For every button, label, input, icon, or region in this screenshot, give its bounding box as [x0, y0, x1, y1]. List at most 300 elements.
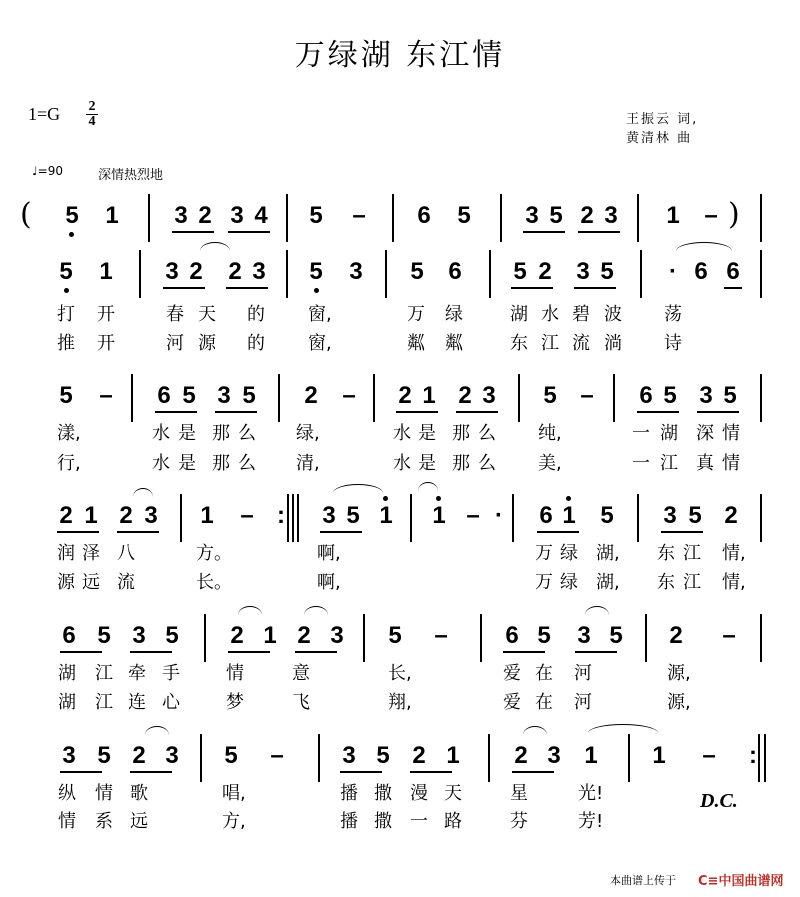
lyric: 江	[95, 663, 113, 684]
note: ·	[669, 258, 677, 285]
paren-close: )	[728, 197, 740, 232]
lyric: 开	[97, 304, 115, 325]
note: 3	[174, 202, 188, 229]
note: 5	[513, 258, 527, 285]
lyric: 是	[418, 423, 436, 444]
barline	[637, 494, 639, 542]
note: –	[722, 622, 736, 649]
lyric: 清,	[296, 453, 320, 474]
barline	[500, 194, 502, 242]
note: 5	[97, 622, 111, 649]
lyric: 爱	[503, 663, 521, 684]
repeat-dots: :	[277, 502, 285, 529]
note: 5	[224, 742, 238, 769]
lyric: 水	[152, 423, 170, 444]
lyric: 么	[238, 423, 256, 444]
barline	[287, 494, 289, 542]
slur	[418, 482, 438, 491]
note: 2	[304, 382, 318, 409]
note: –	[99, 382, 113, 409]
lyric: 源	[198, 333, 216, 354]
lyricist-credit: 王振云 词,	[626, 112, 699, 127]
note: 3	[165, 258, 179, 285]
lyric: 连	[128, 692, 146, 713]
note: 1	[446, 742, 460, 769]
lyric: 万	[535, 572, 553, 593]
underline	[340, 771, 382, 773]
underline	[228, 231, 270, 233]
underline	[697, 411, 739, 413]
underline	[523, 231, 565, 233]
underline	[724, 287, 742, 289]
lyric: 源,	[667, 692, 691, 713]
lyric: 情	[722, 453, 740, 474]
lyric: 唱,	[222, 783, 246, 804]
lyric: 江	[683, 543, 701, 564]
slur	[200, 242, 230, 251]
note: 1	[105, 202, 119, 229]
lyric: 撒	[374, 783, 392, 804]
note: 3	[525, 202, 539, 229]
lyric: 东	[657, 572, 675, 593]
lyric: 飞	[292, 692, 310, 713]
lyric: 天	[444, 783, 462, 804]
barline	[613, 374, 615, 422]
composer-credit: 黄清林 曲	[626, 131, 693, 146]
barline	[512, 494, 514, 542]
lyric: 情	[226, 663, 244, 684]
note: 5	[59, 382, 73, 409]
lyric: 一	[632, 453, 650, 474]
lyric: 行,	[57, 453, 81, 474]
note: 6	[157, 382, 171, 409]
note: 3	[322, 502, 336, 529]
lyric: 啊,	[317, 572, 341, 593]
lyric: 么	[478, 423, 496, 444]
dc-marking: D.C.	[700, 790, 738, 812]
note: 3	[62, 742, 76, 769]
underline	[117, 531, 159, 533]
underline	[574, 287, 616, 289]
note: 2	[59, 502, 73, 529]
lyric: 是	[418, 453, 436, 474]
barline	[131, 374, 133, 422]
lyric: 绿,	[296, 423, 320, 444]
note: 5	[97, 742, 111, 769]
slur	[333, 484, 383, 493]
note: 5	[182, 382, 196, 409]
lyric: 河	[574, 663, 592, 684]
barline	[410, 494, 412, 542]
note: 3	[132, 622, 146, 649]
lyric: 推	[57, 333, 75, 354]
lyric: 远	[130, 811, 148, 832]
note: –	[342, 382, 356, 409]
note: 5	[723, 382, 737, 409]
lyric: 波	[604, 304, 622, 325]
lyric: 诗	[664, 333, 682, 354]
lyric: 方,	[222, 811, 246, 832]
barline	[480, 614, 482, 662]
barline	[297, 494, 299, 542]
barline	[637, 194, 639, 242]
slur	[523, 726, 547, 735]
slur	[585, 606, 609, 615]
octave-dot	[566, 496, 571, 501]
note: 1	[666, 202, 680, 229]
underline	[155, 411, 197, 413]
underline	[575, 651, 617, 653]
lyric: 一	[632, 423, 650, 444]
note: 5	[165, 622, 179, 649]
note: 5	[309, 202, 323, 229]
note: 3	[230, 202, 244, 229]
note: 1	[379, 502, 393, 529]
lyric: 江	[683, 572, 701, 593]
lyric: 播	[340, 811, 358, 832]
time-bottom: 4	[88, 114, 96, 129]
repeat-dots: :	[749, 742, 757, 769]
octave-dot	[64, 288, 69, 293]
note: –	[352, 202, 366, 229]
lyric: 湖	[58, 692, 76, 713]
lyric: 路	[444, 811, 462, 832]
lyric: 一	[410, 811, 428, 832]
lyric: 天	[198, 304, 216, 325]
lyric: 情	[722, 423, 740, 444]
site-name: 中国曲谱网	[718, 874, 784, 889]
note: 5	[65, 202, 79, 229]
slur	[588, 724, 658, 733]
note: 5	[388, 622, 402, 649]
lyric: 是	[178, 423, 196, 444]
note: –	[270, 742, 284, 769]
lyric: 系	[95, 811, 113, 832]
barline	[392, 194, 394, 242]
underline	[456, 411, 498, 413]
lyric: 的	[247, 333, 265, 354]
note: 5	[609, 622, 623, 649]
lyric: 水	[393, 423, 411, 444]
note: 5	[688, 502, 702, 529]
lyric: 那	[212, 453, 230, 474]
note: 3	[482, 382, 496, 409]
barline	[640, 250, 642, 298]
lyric: 打	[57, 304, 75, 325]
note: 2	[297, 622, 311, 649]
note: 2	[189, 258, 203, 285]
underline	[228, 651, 270, 653]
lyric: 东	[510, 333, 528, 354]
note: 5	[549, 202, 563, 229]
key-signature: 1=G	[28, 104, 61, 124]
barline	[363, 614, 365, 662]
lyric: 心	[162, 692, 180, 713]
note: –	[580, 382, 594, 409]
slur	[676, 242, 732, 251]
lyric: 湖	[58, 663, 76, 684]
lyric: 八	[117, 543, 135, 564]
note: 3	[547, 742, 561, 769]
lyric: 万	[535, 543, 553, 564]
note: 6	[726, 258, 740, 285]
lyric: 春	[166, 304, 184, 325]
note: 3	[252, 258, 266, 285]
underline	[410, 771, 452, 773]
barline	[764, 734, 766, 782]
upload-text: 本曲谱上传于	[610, 874, 676, 887]
note: 5	[346, 502, 360, 529]
lyric: 淌	[604, 333, 622, 354]
lyric: 情,	[722, 572, 746, 593]
barline	[628, 734, 630, 782]
note: 3	[342, 742, 356, 769]
note: 2	[538, 258, 552, 285]
slur	[133, 488, 153, 497]
underline	[512, 771, 554, 773]
lyric: 湖,	[596, 543, 620, 564]
lyric: 水	[393, 453, 411, 474]
note: 3	[604, 202, 618, 229]
time-top: 2	[88, 99, 96, 114]
slur	[238, 606, 262, 615]
lyric: 在	[535, 692, 553, 713]
note: –	[434, 622, 448, 649]
underline	[163, 287, 205, 289]
note: –	[702, 742, 716, 769]
lyric: 河	[574, 692, 592, 713]
lyric: 梦	[226, 692, 244, 713]
barline	[760, 374, 762, 422]
note: –	[704, 202, 718, 229]
lyric: 纯,	[538, 423, 562, 444]
note: 1	[99, 258, 113, 285]
note: 5	[543, 382, 557, 409]
underline	[537, 531, 579, 533]
lyric: 湖	[660, 423, 678, 444]
note: 6	[448, 258, 462, 285]
note: 6	[417, 202, 431, 229]
barline	[139, 250, 141, 298]
note: ·	[495, 502, 503, 529]
note: 5	[537, 622, 551, 649]
note: 2	[514, 742, 528, 769]
lyric: 万	[407, 304, 425, 325]
lyric: 光!	[578, 783, 604, 804]
note: 3	[576, 258, 590, 285]
lyric: 撒	[374, 811, 392, 832]
barline	[760, 614, 762, 662]
underline	[172, 231, 214, 233]
paren-open: (	[20, 197, 32, 232]
barline	[292, 494, 294, 542]
slur	[304, 606, 328, 615]
lyric: 绿	[445, 304, 463, 325]
note: 5	[376, 742, 390, 769]
lyric: 流	[117, 572, 135, 593]
lyric: 播	[340, 783, 358, 804]
logo-icon: C≡	[698, 874, 719, 889]
lyric: 翔,	[388, 692, 412, 713]
barline	[286, 194, 288, 242]
song-title: 万绿湖 东江情	[294, 38, 506, 73]
tempo-marking: ♩=90	[32, 164, 63, 178]
note: 2	[228, 258, 242, 285]
note: 5	[242, 382, 256, 409]
note: –	[466, 502, 480, 529]
lyric: 在	[535, 663, 553, 684]
lyric: 湖	[510, 304, 528, 325]
octave-dot	[436, 496, 441, 501]
lyric: 情,	[722, 543, 746, 564]
time-signature	[86, 100, 98, 129]
underline	[226, 287, 268, 289]
lyric: 河	[166, 333, 184, 354]
note: 2	[132, 742, 146, 769]
underline	[503, 651, 545, 653]
lyric: 漾,	[57, 423, 81, 444]
note: 5	[663, 382, 677, 409]
underline	[57, 531, 99, 533]
underline	[511, 287, 553, 289]
barline	[373, 374, 375, 422]
note: 2	[119, 502, 133, 529]
lyric: 手	[162, 663, 180, 684]
barline	[760, 250, 762, 298]
lyric: 江	[95, 692, 113, 713]
underline	[637, 411, 679, 413]
lyric: 长,	[388, 663, 412, 684]
lyric: 粼	[407, 333, 425, 354]
note: 5	[600, 502, 614, 529]
lyric: 歌	[130, 783, 148, 804]
note: 2	[458, 382, 472, 409]
lyric: 纵	[58, 783, 76, 804]
note: 1	[584, 742, 598, 769]
note: 3	[577, 622, 591, 649]
site-logo[interactable]	[698, 870, 783, 889]
lyric: 么	[478, 453, 496, 474]
note: 1	[432, 502, 446, 529]
note: 1	[84, 502, 98, 529]
lyric: 星	[510, 783, 528, 804]
octave-dot	[314, 288, 319, 293]
note: 1	[652, 742, 666, 769]
note: 3	[144, 502, 158, 529]
barline	[204, 614, 206, 662]
lyric: 源,	[667, 663, 691, 684]
octave-dot	[69, 232, 74, 237]
note: 3	[663, 502, 677, 529]
lyric: 美,	[538, 453, 562, 474]
note: 6	[62, 622, 76, 649]
underline	[295, 651, 337, 653]
note: 5	[457, 202, 471, 229]
lyric: 情	[95, 783, 113, 804]
note: 4	[254, 202, 268, 229]
lyric: 水	[541, 304, 559, 325]
note: 5	[59, 258, 73, 285]
note: 3	[165, 742, 179, 769]
underline	[320, 531, 362, 533]
underline	[215, 411, 257, 413]
barline	[278, 374, 280, 422]
lyric: 远	[82, 572, 100, 593]
lyric: 泽	[82, 543, 100, 564]
lyric: 那	[452, 453, 470, 474]
lyric: 么	[238, 453, 256, 474]
lyric: 粼	[445, 333, 463, 354]
underline	[130, 771, 172, 773]
note: 1	[422, 382, 436, 409]
note: 6	[505, 622, 519, 649]
note: 3	[330, 622, 344, 649]
lyric: 那	[212, 423, 230, 444]
note: 1	[562, 502, 576, 529]
note: 3	[699, 382, 713, 409]
lyric: 深	[696, 423, 714, 444]
lyric: 长。	[196, 572, 232, 593]
note: 3	[349, 258, 363, 285]
lyric: 东	[657, 543, 675, 564]
lyric: 真	[696, 453, 714, 474]
underline	[661, 531, 703, 533]
note: 2	[398, 382, 412, 409]
lyric: 芬	[510, 811, 528, 832]
lyric: 荡	[664, 304, 682, 325]
lyric: 绿	[560, 572, 578, 593]
lyric: 是	[178, 453, 196, 474]
barline	[758, 734, 760, 782]
underline	[60, 651, 102, 653]
barline	[760, 194, 762, 242]
barline	[200, 734, 202, 782]
barline	[318, 734, 320, 782]
lyric: 碧	[572, 304, 590, 325]
lyric: 江	[660, 453, 678, 474]
slur	[145, 726, 169, 735]
barline	[645, 614, 647, 662]
note: 2	[230, 622, 244, 649]
octave-dot	[383, 496, 388, 501]
note: 6	[694, 258, 708, 285]
note: 2	[669, 622, 683, 649]
barline	[148, 194, 150, 242]
lyric: 情	[58, 811, 76, 832]
lyric: 方。	[196, 543, 232, 564]
underline	[60, 771, 102, 773]
lyric: 绿	[560, 543, 578, 564]
lyric: 意	[292, 663, 310, 684]
note: 6	[639, 382, 653, 409]
note: 2	[198, 202, 212, 229]
barline	[180, 494, 182, 542]
note: 2	[412, 742, 426, 769]
lyric: 漫	[410, 783, 428, 804]
lyric: 流	[572, 333, 590, 354]
barline	[518, 374, 520, 422]
note: 1	[263, 622, 277, 649]
lyric: 窗,	[308, 304, 332, 325]
note: 3	[217, 382, 231, 409]
note: 5	[600, 258, 614, 285]
lyric: 润	[57, 543, 75, 564]
lyric: 窗,	[308, 333, 332, 354]
expression-marking: 深情热烈地	[98, 168, 164, 183]
lyric: 啊,	[317, 543, 341, 564]
note: 2	[724, 502, 738, 529]
lyric: 的	[247, 304, 265, 325]
